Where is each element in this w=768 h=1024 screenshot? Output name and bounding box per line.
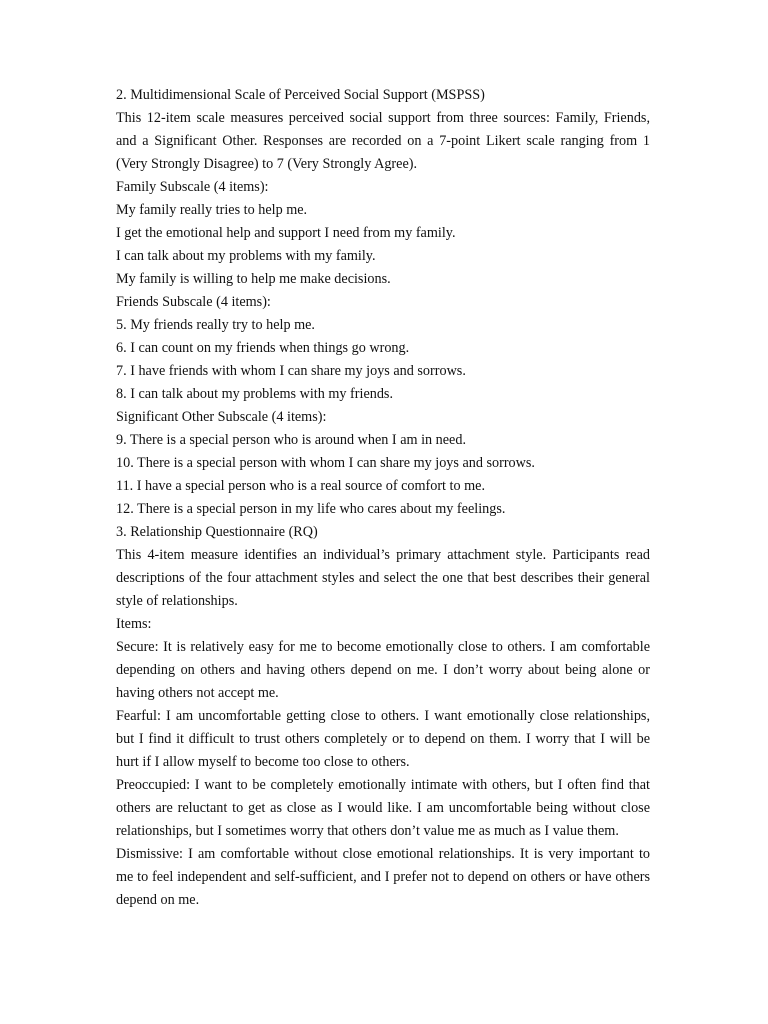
friends-subscale-heading: Friends Subscale (4 items): [116,294,271,310]
mspss-intro: This 12-item scale measures perceived social support from three sources: Family, Friends, and a Significant Other. Responses are recorded on a 7-point Likert scale ranging from 1 (Very Strongly Disagree) to 7 (Very Strongly Agree). [116,110,650,172]
attachment-style-dismissive: Dismissive: I am comfortable without close emotional relationships. It is very important to me to feel independent and self-sufficient, and I prefer not to depend on others or have others depend on me. [116,846,650,908]
significant-other-item: 11. I have a special person who is a real source of comfort to me. [116,478,486,494]
friends-item: 5. My friends really try to help me. [116,317,315,333]
family-item: My family is willing to help me make decisions. [116,271,391,287]
rq-heading: 3. Relationship Questionnaire (RQ) [116,524,318,540]
family-subscale-heading: Family Subscale (4 items): [116,179,269,195]
family-item: My family really tries to help me. [116,202,308,218]
significant-other-item: 10. There is a special person with whom I can share my joys and sorrows. [116,455,535,471]
family-item: I can talk about my problems with my family. [116,248,376,264]
friends-item: 7. I have friends with whom I can share my joys and sorrows. [116,363,466,379]
significant-other-subscale-heading: Significant Other Subscale (4 items): [116,409,327,425]
friends-item: 6. I can count on my friends when things go wrong. [116,340,410,356]
document-page [116,84,650,912]
significant-other-item: 12. There is a special person in my life who cares about my feelings. [116,501,506,517]
friends-item: 8. I can talk about my problems with my friends. [116,386,393,402]
attachment-style-secure: Secure: It is relatively easy for me to become emotionally close to others. I am comfortable depending on others and having others depend on me. I don’t worry about being alone or having others not accept me. [116,639,650,701]
mspss-heading: 2. Multidimensional Scale of Perceived Social Support (MSPSS) [116,87,485,103]
attachment-style-fearful: Fearful: I am uncomfortable getting close to others. I want emotionally close relationships, but I find it difficult to trust others completely or to depend on them. I worry that I will be hurt if I allow myself to become too close to others. [116,708,650,770]
family-item: I get the emotional help and support I need from my family. [116,225,456,241]
significant-other-item: 9. There is a special person who is around when I am in need. [116,432,466,448]
attachment-style-preoccupied: Preoccupied: I want to be completely emotionally intimate with others, but I often find that others are reluctant to get as close as I would like. I am uncomfortable being without close relationships, but I sometimes worry that others don’t value me as much as I value them. [116,777,650,839]
rq-intro: This 4-item measure identifies an individual’s primary attachment style. Participants read descriptions of the four attachment styles and select the one that best describes their general style of relationships. [116,547,650,609]
rq-items-label: Items: [116,616,152,632]
